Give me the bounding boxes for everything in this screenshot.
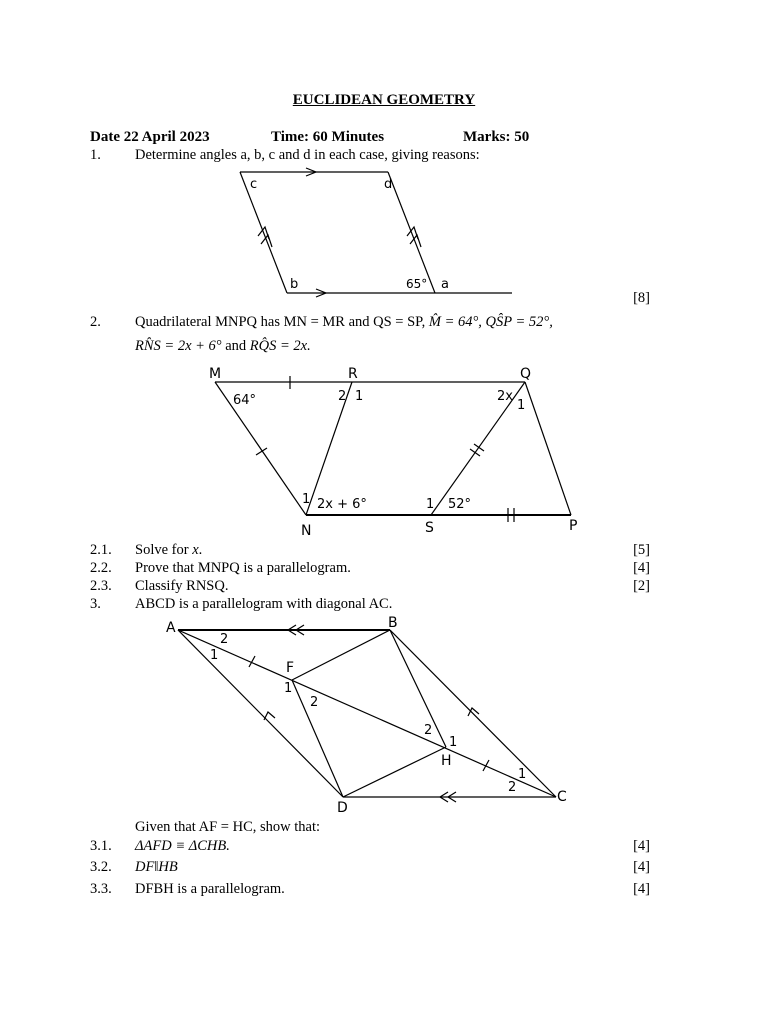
q2-eq-rns: RN̂S = 2x + 6° xyxy=(135,338,222,354)
q2-tick-qs-1 xyxy=(470,449,480,456)
q1-parallel-arrow-right-1 xyxy=(407,227,418,239)
q2-angle-q1: 1 xyxy=(517,398,526,413)
q2-eq-rqs: RQ̂S = 2x. xyxy=(249,338,311,354)
q3-2-text: DF‖HB xyxy=(135,859,178,875)
q3-label-b: B xyxy=(388,615,398,631)
q1-label-c: c xyxy=(250,177,258,192)
q2-1-var: x xyxy=(192,542,199,558)
q2-angle-r2: 2 xyxy=(338,389,347,404)
q2-text: Quadrilateral MNPQ has MN = MR and QS = SP, xyxy=(135,314,426,330)
q2-2-text: Prove that MNPQ is a parallelogram. xyxy=(135,560,351,576)
q2-label-r: R xyxy=(348,366,358,382)
q3-label-f: F xyxy=(286,660,295,676)
q3-1-text: ΔAFD ≡ ΔCHB. xyxy=(135,838,230,854)
q3-2-number: 3.2. xyxy=(90,859,112,875)
q2-angle-s52: 52° xyxy=(448,497,472,512)
q3-number: 3. xyxy=(90,596,101,612)
q2-number: 2. xyxy=(90,314,101,330)
q2-1-end: . xyxy=(198,542,203,558)
q1-label-a: a xyxy=(441,277,449,292)
q3-3-number: 3.3. xyxy=(90,881,112,897)
q1-number: 1. xyxy=(90,147,101,163)
q3-diagonal-ac xyxy=(178,630,556,797)
exam-date: Date 22 April 2023 xyxy=(90,129,210,145)
q2-label-p: P xyxy=(569,518,578,534)
exam-time: Time: 60 Minutes xyxy=(271,129,385,145)
q2-tick-qs-2 xyxy=(474,444,484,451)
q3-line-hd xyxy=(343,747,446,797)
q3-label-a: A xyxy=(166,620,176,636)
q3-angle-a2: 2 xyxy=(220,632,229,647)
q2-angle-n2x6: 2x + 6° xyxy=(317,497,367,512)
q3-3-marks: [4] xyxy=(633,881,650,897)
q3-angle-h1: 1 xyxy=(449,735,458,750)
q3-line-bh xyxy=(390,630,446,747)
q2-label-s: S xyxy=(425,520,434,536)
q1-marks: [8] xyxy=(633,290,650,306)
q3-side-ad xyxy=(178,630,343,797)
q2-side-mn xyxy=(215,382,306,515)
q2-2-number: 2.2. xyxy=(90,560,112,576)
q2-label-q: Q xyxy=(520,366,532,382)
q2-2-marks: [4] xyxy=(633,560,650,576)
q1-text: Determine angles a, b, c and d in each case, giving reasons: xyxy=(135,147,480,163)
q2-angle-n1: 1 xyxy=(302,492,311,507)
q2-angle-r1: 1 xyxy=(355,389,364,404)
q2-eq-qsp: QŜP = 52°, xyxy=(485,314,553,330)
q3-label-c: C xyxy=(557,789,567,805)
q1-label-d: d xyxy=(384,177,393,192)
q1-left-side xyxy=(240,172,287,293)
q1-right-side xyxy=(388,172,435,293)
q2-3-number: 2.3. xyxy=(90,578,112,594)
q2-eq-m: M̂ = 64°, xyxy=(428,314,482,330)
q2-1-number: 2.1. xyxy=(90,542,112,558)
q3-given: Given that AF = HC, show that: xyxy=(135,819,320,835)
q3-2-marks: [4] xyxy=(633,859,650,875)
q1-diagram xyxy=(240,168,512,297)
q3-angle-c1: 1 xyxy=(518,767,527,782)
q1-label-b: b xyxy=(290,277,299,292)
q3-diagram xyxy=(178,625,556,802)
q2-labels xyxy=(209,366,577,539)
q1-parallel-arrow-right-2 xyxy=(410,235,421,247)
q3-1-number: 3.1. xyxy=(90,838,112,854)
q2-label-m: M xyxy=(209,366,222,382)
q3-1-marks: [4] xyxy=(633,838,650,854)
page-title: EUCLIDEAN GEOMETRY xyxy=(292,92,476,108)
q2-1-label: Solve for xyxy=(135,542,189,558)
exam-marks: Marks: 50 xyxy=(463,129,530,145)
q3-angle-f2: 2 xyxy=(310,695,319,710)
q3-angle-h2: 2 xyxy=(424,723,433,738)
q3-angle-c2: 2 xyxy=(508,780,517,795)
q3-side-bc xyxy=(390,630,556,797)
q3-angle-f1: 1 xyxy=(284,681,293,696)
q3-label-h: H xyxy=(441,753,452,769)
q2-angle-q2x: 2x xyxy=(497,389,513,404)
q2-3-text: Classify RNSQ. xyxy=(135,578,229,594)
q3-label-d: D xyxy=(337,800,348,816)
q3-line-fb xyxy=(292,630,390,680)
q2-3-marks: [2] xyxy=(633,578,650,594)
q3-angle-a1: 1 xyxy=(210,648,219,663)
q3-text: ABCD is a parallelogram with diagonal AC. xyxy=(135,596,393,612)
q1-label-65: 65° xyxy=(406,277,428,291)
q2-and: and xyxy=(225,338,247,354)
q3-3-text: DFBH is a parallelogram. xyxy=(135,881,285,897)
q2-angle-m64: 64° xyxy=(233,393,257,408)
q2-1-marks: [5] xyxy=(633,542,650,558)
q2-label-n: N xyxy=(301,523,312,539)
q2-angle-s1: 1 xyxy=(426,497,435,512)
q2-side-qp xyxy=(525,382,571,515)
